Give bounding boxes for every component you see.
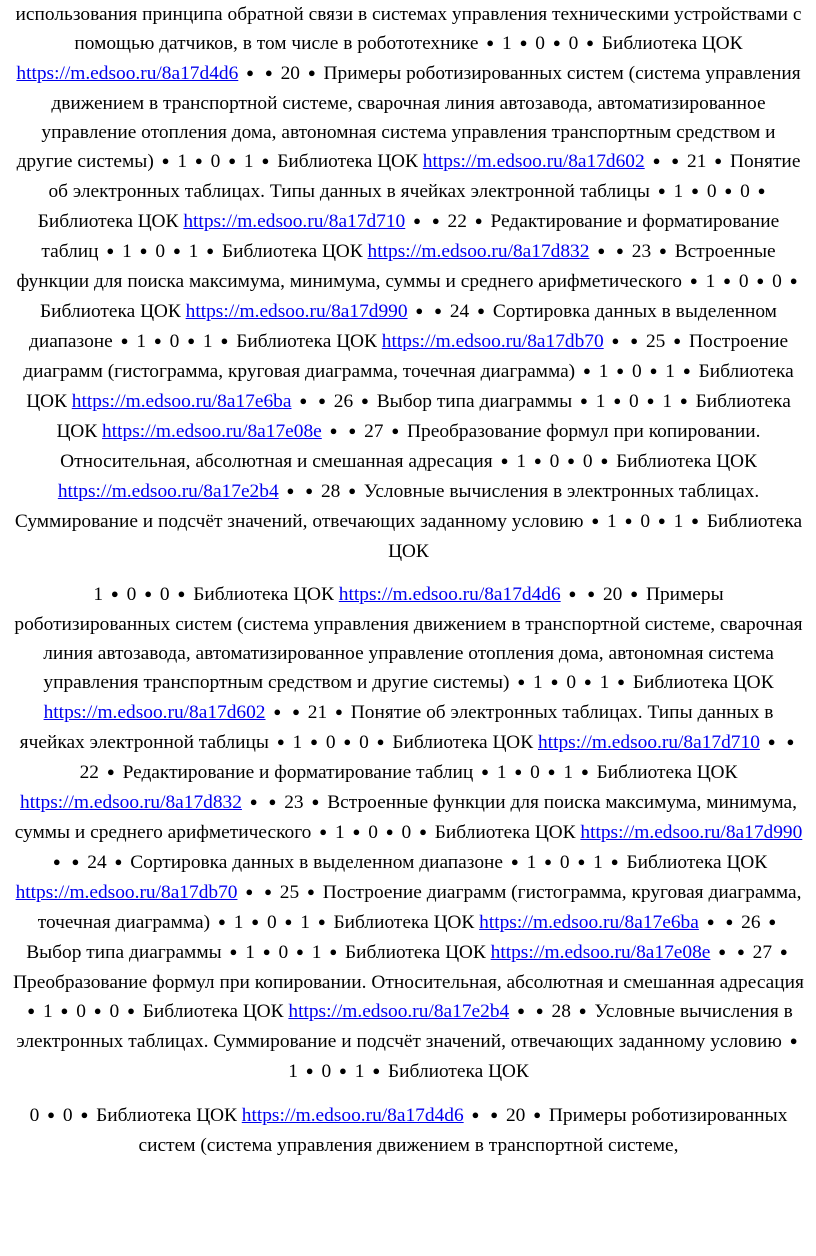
text-run: 27 xyxy=(752,942,773,963)
text-run: Условные вычисления в электронных таблицах. Суммирование и подсчёт значений, отвечающих заданному условию xyxy=(16,1001,793,1052)
text-run: использования принципа обратной связи в системах управления техническими устройствами с помощью датчиков, в том числе в робототехнике xyxy=(15,4,802,54)
library-link[interactable]: https://m.edsoo.ru/8a17d602 xyxy=(43,702,266,723)
bullet-icon: ● xyxy=(264,884,272,899)
text-run: 21 xyxy=(687,151,707,172)
text-run: 1 xyxy=(598,361,609,382)
bullet-icon: ● xyxy=(578,1003,587,1018)
text-run: 0 xyxy=(109,1001,120,1022)
text-run: Библиотека ЦОК xyxy=(392,732,538,753)
bullet-icon: ● xyxy=(229,944,238,959)
bullet-icon: ● xyxy=(187,333,196,348)
library-link[interactable]: https://m.edsoo.ru/8a17e2b4 xyxy=(57,481,279,502)
bullet-icon: ● xyxy=(591,513,600,528)
bullet-icon: ● xyxy=(391,423,400,438)
bullet-icon: ● xyxy=(194,153,203,168)
bullet-icon: ● xyxy=(273,704,282,719)
bullet-icon: ● xyxy=(736,944,745,959)
bullet-icon: ● xyxy=(27,1003,36,1018)
text-run: 1 xyxy=(354,1061,365,1082)
bullet-icon: ● xyxy=(286,483,295,498)
text-run: 1 xyxy=(705,271,716,292)
text-run: 0 xyxy=(706,181,717,202)
text-run: 21 xyxy=(307,702,328,723)
bullet-icon: ● xyxy=(533,453,542,468)
library-link[interactable]: https://m.edsoo.ru/8a17d602 xyxy=(422,151,645,172)
bullet-icon: ● xyxy=(580,764,589,779)
bullet-icon: ● xyxy=(376,734,385,749)
bullet-icon: ● xyxy=(519,35,528,50)
bullet-icon: ● xyxy=(307,884,315,899)
text-run: 0 xyxy=(159,584,170,605)
text-run: Библиотека ЦОК xyxy=(626,852,768,873)
text-run: 1 xyxy=(334,822,345,843)
text-run: 0 xyxy=(169,331,180,352)
text-run: 0 xyxy=(266,912,277,933)
bullet-icon: ● xyxy=(245,884,254,899)
bullet-icon: ● xyxy=(689,273,698,288)
text-run: 26 xyxy=(333,391,354,412)
text-run: Библиотека ЦОК xyxy=(388,1061,529,1082)
bullet-icon: ● xyxy=(474,213,483,228)
bullet-icon: ● xyxy=(93,1003,102,1018)
bullet-icon: ● xyxy=(352,824,361,839)
text-run: 1 xyxy=(233,912,244,933)
text-run: Библиотека ЦОК xyxy=(142,1001,289,1022)
text-run: Встроенные функции для поиска максимума, минимума, суммы и среднего арифметического xyxy=(14,792,797,843)
bullet-icon: ● xyxy=(177,586,186,601)
bullet-icon: ● xyxy=(718,944,727,959)
text-run: 1 xyxy=(593,852,603,873)
bullet-icon: ● xyxy=(361,393,369,408)
library-link[interactable]: https://m.edsoo.ru/8a17e2b4 xyxy=(288,1001,510,1022)
bullet-icon: ● xyxy=(217,914,226,929)
bullet-icon: ● xyxy=(296,944,304,959)
bullet-icon: ● xyxy=(206,243,215,258)
bullet-icon: ● xyxy=(567,453,576,468)
text-run: Библиотека ЦОК xyxy=(632,672,774,693)
library-link[interactable]: https://m.edsoo.ru/8a17d832 xyxy=(20,792,242,813)
bullet-icon: ● xyxy=(611,333,620,348)
bullet-icon: ● xyxy=(616,243,624,258)
bullet-icon: ● xyxy=(434,303,442,318)
bullet-icon: ● xyxy=(610,854,619,869)
bullet-icon: ● xyxy=(624,513,633,528)
text-run: Примеры роботизированных систем (система управления движением в транспортной системе, сварочная линия автозавода, автоматизированное управление отопления дома, автономная система управления транспортным средством и другие системы) xyxy=(16,63,801,172)
text-run: 23 xyxy=(631,241,652,262)
text-run: 0 xyxy=(530,762,540,783)
bullet-icon: ● xyxy=(71,854,80,869)
bullet-icon: ● xyxy=(768,914,777,929)
bullet-icon: ● xyxy=(586,35,594,50)
bullet-icon: ● xyxy=(172,243,181,258)
bullet-icon: ● xyxy=(139,243,148,258)
text-run: Редактирование и форматирование таблиц xyxy=(122,762,474,783)
bullet-icon: ● xyxy=(348,483,357,498)
bullet-icon: ● xyxy=(723,273,731,288)
text-run: Сортировка данных в выделенном диапазоне xyxy=(130,852,504,873)
bullet-icon: ● xyxy=(262,944,271,959)
bullet-icon: ● xyxy=(767,734,776,749)
bullet-icon: ● xyxy=(725,914,734,929)
text-run: Библиотека ЦОК xyxy=(388,511,803,562)
bullet-icon: ● xyxy=(220,333,229,348)
bullet-icon: ● xyxy=(568,586,577,601)
text-run: Преобразование формул при копировании. Относительная, абсолютная и смешанная адресация xyxy=(13,972,804,993)
bullet-icon: ● xyxy=(153,333,162,348)
text-run: 28 xyxy=(320,481,341,502)
text-run: 1 xyxy=(122,241,132,262)
bullet-icon: ● xyxy=(52,854,61,869)
bullet-icon: ● xyxy=(251,914,260,929)
library-link[interactable]: https://m.edsoo.ru/8a17e08e xyxy=(102,421,322,442)
bullet-icon: ● xyxy=(161,153,170,168)
text-run: Библиотека ЦОК xyxy=(96,1105,242,1126)
text-run: 1 xyxy=(243,151,254,172)
library-link[interactable]: https://m.edsoo.ru/8a17db70 xyxy=(381,331,604,352)
bullet-icon: ● xyxy=(372,1063,381,1078)
text-run: 0 xyxy=(559,852,570,873)
library-link[interactable]: https://m.edsoo.ru/8a17db70 xyxy=(15,882,238,903)
text-run: 1 xyxy=(595,391,606,412)
text-run: 0 xyxy=(62,1105,73,1126)
bullet-icon: ● xyxy=(481,764,489,779)
library-link[interactable]: https://m.edsoo.ru/8a17d832 xyxy=(367,241,590,262)
text-run: 1 xyxy=(502,33,512,54)
text-run: Библиотека ЦОК xyxy=(193,584,339,605)
text-run: 0 xyxy=(535,33,545,54)
text-run: 1 xyxy=(526,852,537,873)
text-run: 1 xyxy=(177,151,188,172)
bullet-icon: ● xyxy=(292,704,300,719)
text-run: Понятие об электронных таблицах. Типы данных в ячейках электронной таблицы xyxy=(19,702,774,753)
bullet-icon: ● xyxy=(649,363,658,378)
text-run: Примеры роботизированных систем (система управления движением в транспортной системе, xyxy=(138,1105,788,1156)
text-run: Библиотека ЦОК xyxy=(434,822,581,843)
bullet-icon: ● xyxy=(47,1107,56,1122)
library-link[interactable]: https://m.edsoo.ru/8a17d710 xyxy=(537,732,760,753)
bullet-icon: ● xyxy=(246,65,254,80)
library-link[interactable]: https://m.edsoo.ru/8a17d4d6 xyxy=(338,584,561,605)
bullet-icon: ● xyxy=(671,153,680,168)
bullet-icon: ● xyxy=(305,1063,314,1078)
text-run: 20 xyxy=(280,63,300,84)
bullet-icon: ● xyxy=(613,393,622,408)
text-run: Выбор типа диаграммы xyxy=(376,391,573,412)
bullet-icon: ● xyxy=(299,393,308,408)
text-run: 1 xyxy=(188,241,199,262)
text-run: 1 xyxy=(533,672,543,693)
text-run: Примеры роботизированных систем (система управления движением в транспортной системе, сварочная линия автозавода, автоматизированное управление отопления дома, автономная система управления транспортным средством и другие системы) xyxy=(14,584,803,693)
bullet-icon: ● xyxy=(657,513,666,528)
bullet-icon: ● xyxy=(779,944,788,959)
bullet-icon: ● xyxy=(616,363,625,378)
bullet-icon: ● xyxy=(413,213,421,228)
text-run: 1 xyxy=(288,1061,298,1082)
bullet-icon: ● xyxy=(431,213,440,228)
bullet-icon: ● xyxy=(471,1107,480,1122)
text-run: 24 xyxy=(449,301,470,322)
bullet-icon: ● xyxy=(110,586,119,601)
bullet-icon: ● xyxy=(319,824,328,839)
bullet-icon: ● xyxy=(419,824,427,839)
text-run: Библиотека ЦОК xyxy=(596,762,738,783)
text-run: 24 xyxy=(87,852,107,873)
text-run: 1 xyxy=(311,942,322,963)
text-run: 1 xyxy=(599,672,610,693)
library-link[interactable]: https://m.edsoo.ru/8a17d990 xyxy=(580,822,803,843)
text-run: 1 xyxy=(665,361,675,382)
bullet-icon: ● xyxy=(310,734,318,749)
bullet-icon: ● xyxy=(284,914,293,929)
bullet-icon: ● xyxy=(691,513,700,528)
bullet-icon: ● xyxy=(490,1107,499,1122)
text-run: 27 xyxy=(364,421,384,442)
bullet-icon: ● xyxy=(514,764,523,779)
text-run: 0 xyxy=(321,1061,332,1082)
text-run: 20 xyxy=(602,584,623,605)
bullet-icon: ● xyxy=(544,854,553,869)
library-link[interactable]: https://m.edsoo.ru/8a17d990 xyxy=(185,301,408,322)
bullet-icon: ● xyxy=(652,153,661,168)
text-run: 0 xyxy=(368,822,378,843)
text-run: 0 xyxy=(155,241,166,262)
library-link[interactable]: https://m.edsoo.ru/8a17e6ba xyxy=(71,391,292,412)
text-run: 1 xyxy=(42,1001,53,1022)
bullet-icon: ● xyxy=(583,363,591,378)
text-run: 0 xyxy=(568,33,579,54)
text-run: Редактирование и форматирование таблиц xyxy=(41,211,780,262)
text-run: 1 xyxy=(300,912,310,933)
text-run: 20 xyxy=(505,1105,526,1126)
bullet-icon: ● xyxy=(144,586,153,601)
bullet-icon: ● xyxy=(580,393,588,408)
bullet-icon: ● xyxy=(789,273,798,288)
bullet-icon: ● xyxy=(60,1003,69,1018)
text-run: Библиотека ЦОК xyxy=(221,241,368,262)
bullet-icon: ● xyxy=(307,65,316,80)
text-run: 0 xyxy=(29,1105,40,1126)
bullet-icon: ● xyxy=(228,153,237,168)
text-run: Понятие об электронных таблицах. Типы данных в ячейках электронной таблицы xyxy=(48,151,801,202)
text-run: 1 xyxy=(136,331,147,352)
text-run: 0 xyxy=(401,822,412,843)
bullet-icon: ● xyxy=(789,1033,798,1048)
bullet-icon: ● xyxy=(276,734,285,749)
text-run: 0 xyxy=(632,361,642,382)
text-run: 0 xyxy=(325,732,336,753)
text-run: 1 xyxy=(516,451,527,472)
text-run: 1 xyxy=(673,181,684,202)
text-run: Библиотека ЦОК xyxy=(277,151,423,172)
bullet-icon: ● xyxy=(249,794,258,809)
bullet-icon: ● xyxy=(339,1063,347,1078)
bullet-icon: ● xyxy=(264,65,273,80)
text-run: 0 xyxy=(772,271,782,292)
text-run: 25 xyxy=(279,882,300,903)
bullet-icon: ● xyxy=(646,393,655,408)
bullet-icon: ● xyxy=(268,794,277,809)
bullet-icon: ● xyxy=(757,183,766,198)
bullet-icon: ● xyxy=(500,453,509,468)
bullet-icon: ● xyxy=(657,183,666,198)
library-link[interactable]: https://m.edsoo.ru/8a17e08e xyxy=(490,942,711,963)
bullet-icon: ● xyxy=(630,586,639,601)
library-link[interactable]: https://m.edsoo.ru/8a17d4d6 xyxy=(16,63,239,84)
bullet-icon: ● xyxy=(127,1003,135,1018)
text-run: 1 xyxy=(202,331,213,352)
text-run: Сортировка данных в выделенном диапазоне xyxy=(28,301,777,352)
text-run: 1 xyxy=(245,942,255,963)
bullet-icon: ● xyxy=(724,183,733,198)
library-link[interactable]: https://m.edsoo.ru/8a17d4d6 xyxy=(241,1105,464,1126)
text-run: 0 xyxy=(549,451,560,472)
text-run: 28 xyxy=(551,1001,571,1022)
text-run: Библиотека ЦОК xyxy=(56,391,791,442)
text-run: Преобразование формул при копировании. Относительная, абсолютная и смешанная адресация xyxy=(60,421,761,472)
bullet-icon: ● xyxy=(597,243,606,258)
text-run: 0 xyxy=(640,511,651,532)
bullet-icon: ● xyxy=(329,944,338,959)
bullet-icon: ● xyxy=(486,35,495,50)
text-run: 0 xyxy=(359,732,369,753)
bullet-icon: ● xyxy=(547,764,556,779)
bullet-icon: ● xyxy=(617,674,626,689)
bullet-icon: ● xyxy=(343,734,352,749)
bullet-icon: ● xyxy=(114,854,123,869)
text-run: Библиотека ЦОК xyxy=(345,942,491,963)
text-run: 0 xyxy=(582,451,593,472)
bullet-icon: ● xyxy=(106,243,115,258)
text-run: Построение диаграмм (гистограмма, круговая диаграмма, точечная диаграмма) xyxy=(37,882,802,933)
bullet-icon: ● xyxy=(318,393,326,408)
bullet-icon: ● xyxy=(261,153,270,168)
bullet-icon: ● xyxy=(120,333,129,348)
bullet-icon: ● xyxy=(517,674,526,689)
text-run: 26 xyxy=(741,912,761,933)
text-run: 0 xyxy=(210,151,221,172)
bullet-icon: ● xyxy=(673,333,682,348)
text-run: 22 xyxy=(79,762,99,783)
text-run: 0 xyxy=(278,942,289,963)
bullet-icon: ● xyxy=(335,704,343,719)
text-run: 0 xyxy=(566,672,577,693)
bullet-icon: ● xyxy=(311,794,320,809)
paragraph-p1 xyxy=(13,0,804,566)
text-run: Выбор типа диаграммы xyxy=(26,942,222,963)
bullet-icon: ● xyxy=(714,153,723,168)
bullet-icon: ● xyxy=(106,764,115,779)
bullet-icon: ● xyxy=(682,363,691,378)
text-run: Библиотека ЦОК xyxy=(26,361,794,412)
bullet-icon: ● xyxy=(659,243,667,258)
text-run: 1 xyxy=(662,391,673,412)
bullet-icon: ● xyxy=(577,854,586,869)
text-run: Построение диаграмм (гистограмма, круговая диаграмма, точечная диаграмма) xyxy=(23,331,789,382)
bullet-icon: ● xyxy=(510,854,519,869)
bullet-icon: ● xyxy=(550,674,559,689)
library-link[interactable]: https://m.edsoo.ru/8a17e6ba xyxy=(479,912,699,933)
bullet-icon: ● xyxy=(756,273,765,288)
bullet-icon: ● xyxy=(535,1003,544,1018)
text-run: 23 xyxy=(284,792,304,813)
text-run: Встроенные функции для поиска максимума, минимума, суммы и среднего арифметического xyxy=(16,241,776,292)
text-run: Библиотека ЦОК xyxy=(40,301,186,322)
bullet-icon: ● xyxy=(348,423,357,438)
bullet-icon: ● xyxy=(317,914,326,929)
text-run: Библиотека ЦОК xyxy=(37,211,184,232)
text-run: 0 xyxy=(738,271,749,292)
bullet-icon: ● xyxy=(415,303,424,318)
text-run: 0 xyxy=(76,1001,86,1022)
paragraph-p3 xyxy=(13,1101,804,1160)
bullet-icon: ● xyxy=(385,824,394,839)
text-run: 1 xyxy=(93,584,104,605)
bullet-icon: ● xyxy=(587,586,596,601)
bullet-icon: ● xyxy=(786,734,795,749)
bullet-icon: ● xyxy=(630,333,639,348)
bullet-icon: ● xyxy=(477,303,485,318)
paragraph-p2 xyxy=(13,580,804,1087)
text-run: 25 xyxy=(645,331,666,352)
bullet-icon: ● xyxy=(583,674,592,689)
text-run: 1 xyxy=(563,762,574,783)
text-run: 0 xyxy=(629,391,639,412)
bullet-icon: ● xyxy=(552,35,561,50)
bullet-icon: ● xyxy=(305,483,314,498)
text-run: 22 xyxy=(447,211,467,232)
text-run: Библиотека ЦОК xyxy=(333,912,480,933)
bullet-icon: ● xyxy=(679,393,688,408)
text-run: Условные вычисления в электронных таблицах. Суммирование и подсчёт значений, отвечающих заданному условию xyxy=(14,481,760,532)
text-run: 1 xyxy=(496,762,507,783)
bullet-icon: ● xyxy=(329,423,338,438)
bullet-icon: ● xyxy=(533,1107,542,1122)
text-run: 0 xyxy=(740,181,750,202)
library-link[interactable]: https://m.edsoo.ru/8a17d710 xyxy=(183,211,406,232)
text-run: 1 xyxy=(292,732,303,753)
text-run: Библиотека ЦОК xyxy=(616,451,757,472)
bullet-icon: ● xyxy=(80,1107,89,1122)
bullet-icon: ● xyxy=(600,453,609,468)
bullet-icon: ● xyxy=(691,183,699,198)
text-run: 1 xyxy=(673,511,684,532)
text-run: 1 xyxy=(607,511,617,532)
text-run: 0 xyxy=(126,584,137,605)
bullet-icon: ● xyxy=(517,1003,525,1018)
text-run: Библиотека ЦОК xyxy=(236,331,382,352)
text-run: Библиотека ЦОК xyxy=(601,33,743,54)
bullet-icon: ● xyxy=(706,914,715,929)
